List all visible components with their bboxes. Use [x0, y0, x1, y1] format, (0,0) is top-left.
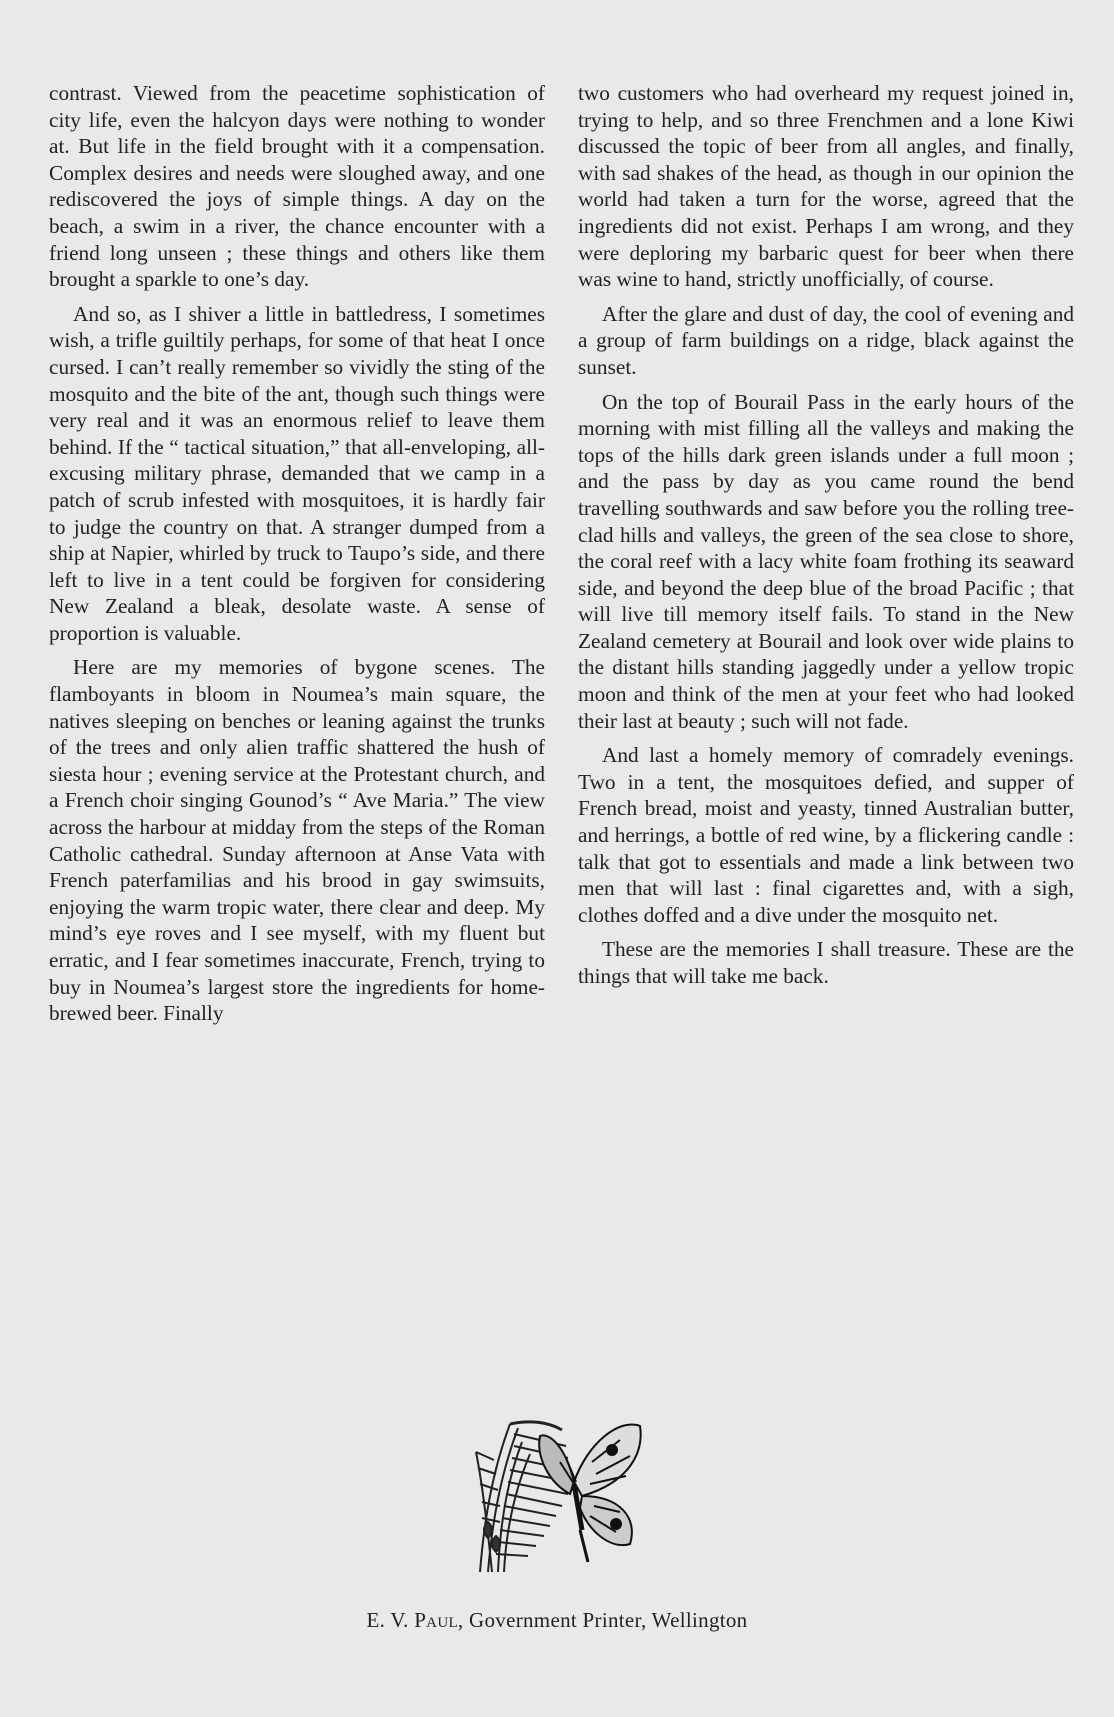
paragraph: two customers who had overheard my request joined in, trying to help, and so three Frenchmen and a lone Kiwi discussed the topic of beer from all angles, and finally, with sad shakes of the head, as though in our opinion the world had taken a turn for the worse, agreed that the ingredients did not exist. Perhaps I am wrong, and they were deploring my barbaric quest for beer when there was wine to hand, strictly unofficially, of course.	[578, 81, 1074, 292]
paragraph: After the glare and dust of day, the cool of evening and a group of farm buildings on a ridge, black against the sunset.	[578, 301, 1074, 379]
paragraph: And so, as I shiver a little in battledress, I sometimes wish, a trifle guiltily perhaps, for some of that heat I once cursed. I can’t really remember so vividly the sting of the mosquito and the bite of the ant, though such things were very real and it was an enormous relief to leave them behind. If the “ tactical situation,” that all-enveloping, all-excusing military phrase, demanded that we camp in a patch of scrub infested with mosquitoes, it is hardly fair to judge the country on that. A stranger dumped from a ship at Napier, whirled by truck to Taupo’s side, and there left to live in a tent could be forgiven for considering New Zealand a bleak, desolate waste. A sense of proportion is valuable.	[49, 301, 545, 645]
paragraph: On the top of Bourail Pass in the early hours of the morning with mist filling all the valleys and making the tops of the hills dark green islands under a full moon ; and the pass by day as you came round the bend travelling southwards and saw before you the rolling tree-clad hills and valleys, the green of the sea close to shore, the coral reef with a lacy white foam frothing its seaward side, and beyond the deep blue of the broad Pacific ; that will live till memory itself fails. To stand in the New Zealand cemetery at Bourail and look over wide plains to the distant hills standing jaggedly under a yellow tropic moon and think of the men at your feet who had looked their last at beauty ; such will not fade.	[578, 389, 1074, 733]
paragraph: And last a homely memory of comradely evenings. Two in a tent, the mosquitoes defied, and supper of French bread, moist and yeasty, tinned Australian butter, and herrings, a bottle of red wine, by a flickering candle : talk that got to essentials and made a link between two men that will last : final cigarettes and, with a sigh, clothes doffed and a dive under the mosquito net.	[578, 743, 1074, 927]
paragraph: contrast. Viewed from the peacetime sophistication of city life, even the halcyon days were nothing to wonder at. But life in the field brought with it a compensation. Complex desires and needs were sloughed away, and one rediscovered the joys of simple things. A day on the beach, a swim in a river, the chance encounter with a friend long unseen ; these things and others like them brought a sparkle to one’s day.	[49, 81, 545, 292]
left-column	[49, 80, 545, 1035]
butterfly-on-plant-icon	[470, 1412, 646, 1578]
printer-title: Government Printer, Wellington	[469, 1608, 748, 1632]
paragraph: Here are my memories of bygone scenes. The flamboyants in bloom in Noumea’s main square, the natives sleeping on benches or leaning against the trunks of the trees and only alien traffic shattered the hush of siesta hour ; evening service at the Protestant church, and a French choir singing Gounod’s “ Ave Maria.” The view across the harbour at midday from the steps of the Roman Catholic cathedral. Sunday afternoon at Anse Vata with French paterfamilias and his brood in gay swimsuits, enjoying the warm tropic water, there clear and deep. My mind’s eye roves and I see myself, with my fluent but erratic, and I fear sometimes inaccurate, French, trying to buy in Noumea’s largest store the ingredients for home-brewed beer. Finally	[49, 655, 545, 1026]
paragraph: These are the memories I shall treasure. These are the things that will take me back.	[578, 937, 1074, 988]
printer-name: E. V. Paul,	[366, 1608, 464, 1632]
printer-imprint	[0, 1608, 1114, 1633]
right-column	[578, 80, 1074, 998]
